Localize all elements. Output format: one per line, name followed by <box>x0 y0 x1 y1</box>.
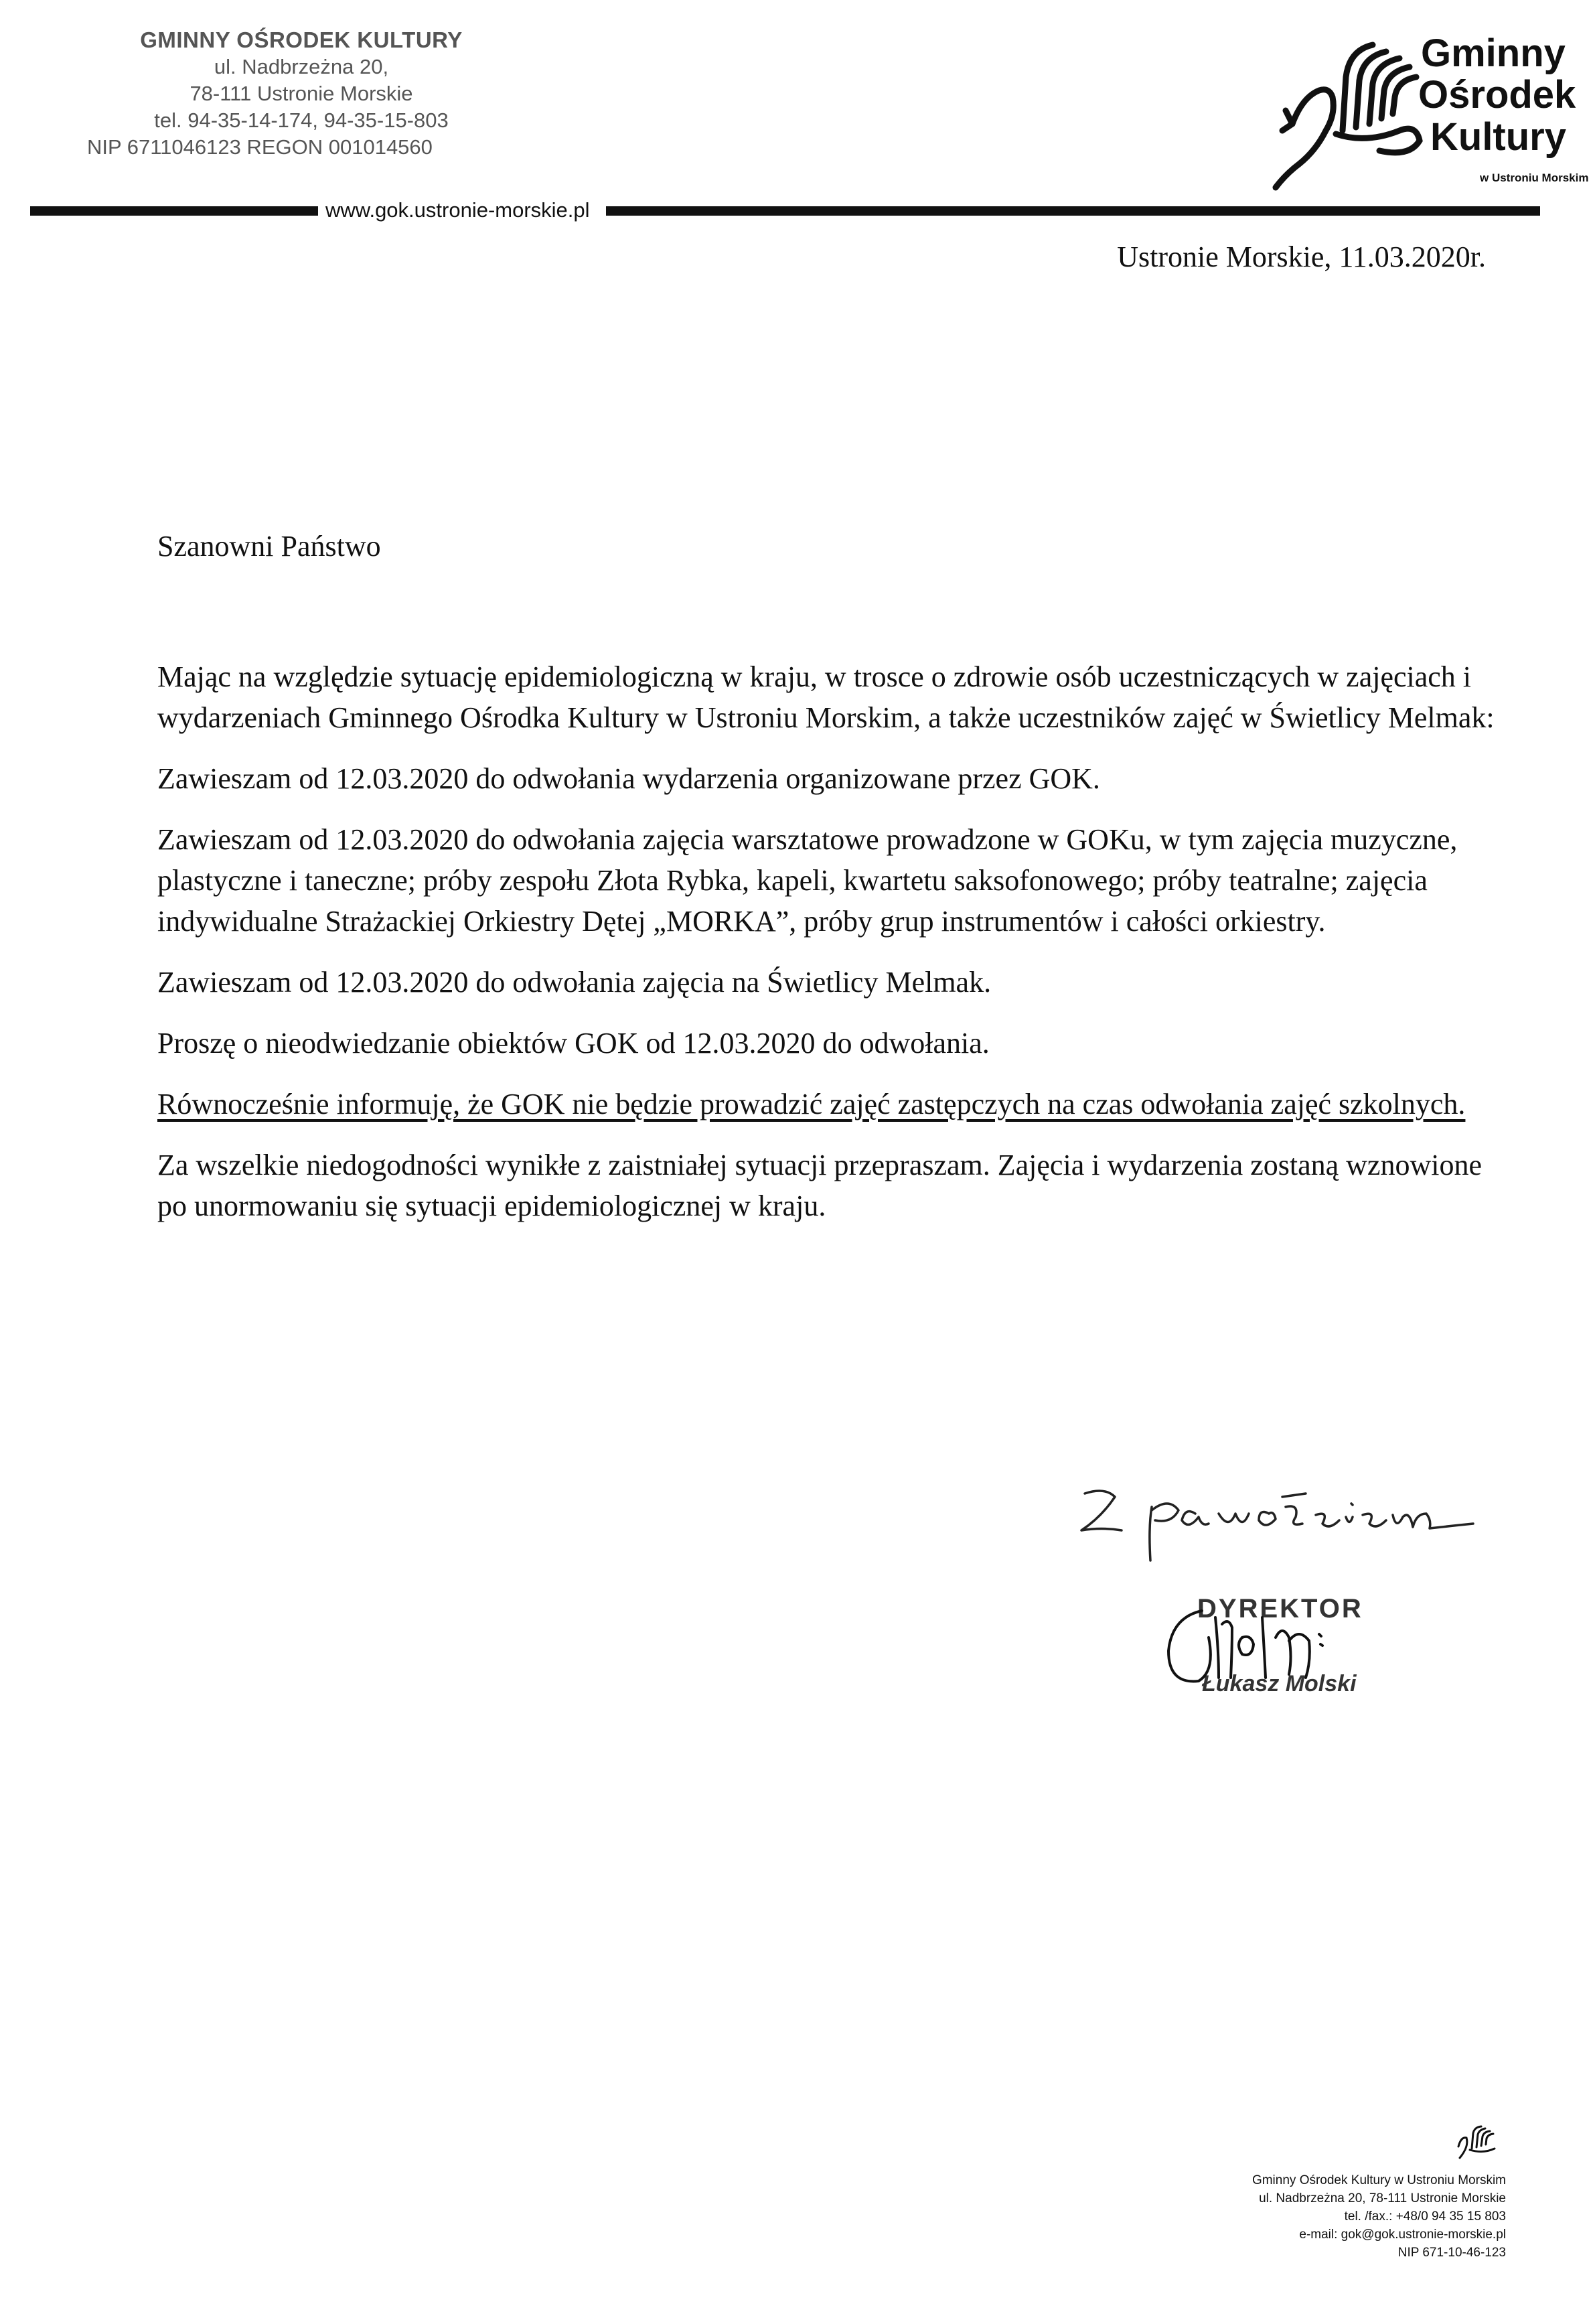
stamp-org-name: GMINNY OŚRODEK KULTURY <box>140 27 463 52</box>
logo-line-2: Ośrodek <box>1418 73 1576 117</box>
institution-stamp <box>87 27 516 161</box>
stamp-phone: tel. 94-35-14-174, 94-35-15-803 <box>154 108 449 132</box>
paragraph-no-visits: Proszę o nieodwiedzanie obiektów GOK od 12.03.2020 do odwołania. <box>157 1027 990 1060</box>
paragraph-apology: Za wszelkie niedogodności wynikłe z zaistniałej sytuacji przepraszam. Zajęcia i wydarzenia zostaną wznowione po unormowaniu się sytuacji epidemiologicznej w kraju. <box>157 1149 1482 1222</box>
stamp-street: ul. Nadbrzeżna 20, <box>214 55 389 78</box>
website-link[interactable]: www.gok.ustronie-morskie.pl <box>325 198 590 222</box>
footer-contact <box>1252 2171 1506 2262</box>
footer-address: ul. Nadbrzeżna 20, 78-111 Ustronie Morskie <box>1259 2191 1506 2205</box>
letter-body <box>157 656 1497 1246</box>
director-title: DYREKTOR <box>1197 1594 1363 1623</box>
stamp-nip-regon: NIP 6711046123 REGON 001014560 <box>87 135 433 159</box>
stamp-city: 78-111 Ustronie Morskie <box>189 82 413 105</box>
footer-nip: NIP 671-10-46-123 <box>1397 2246 1506 2260</box>
footer-lyre-icon <box>1453 2123 1500 2163</box>
director-name: Łukasz Molski <box>1202 1671 1357 1696</box>
paragraph-intro: Mając na względzie sytuację epidemiologiczną w kraju, w trosce o zdrowie osób uczestniczących w zajęciach i wydarzeniach Gminnego Ośrodka Kultury w Ustroniu Morskim, a także uczestników zajęć w Świetlicy Melmak: <box>157 660 1495 734</box>
paragraph-suspend-workshops: Zawieszam od 12.03.2020 do odwołania zajęcia warsztatowe prowadzone w GOKu, w tym zajęcia muzyczne, plastyczne i taneczne; próby zespołu Złota Rybka, kapeli, kwartetu saksofonowego; próby teatralne; zajęcia indywidualne Strażackiej Orkiestry Dętej „MORKA”, próby grup instrumentów i całości orkiestry. <box>157 823 1458 938</box>
footer-org: Gminny Ośrodek Kultury w Ustroniu Morskim <box>1251 2173 1506 2187</box>
gok-logo <box>1272 30 1589 198</box>
paragraph-suspend-events: Zawieszam od 12.03.2020 do odwołania wydarzenia organizowane przez GOK. <box>157 762 1100 795</box>
header-rule-right <box>606 206 1540 216</box>
lyre-logo-icon <box>1272 30 1426 198</box>
paragraph-suspend-melmak: Zawieszam od 12.03.2020 do odwołania zajęcia na Świetlicy Melmak. <box>157 966 992 999</box>
logo-line-3: Kultury <box>1430 115 1566 159</box>
footer-email[interactable]: e-mail: gok@gok.ustronie-morskie.pl <box>1299 2228 1506 2242</box>
greeting: Szanowni Państwo <box>157 530 381 563</box>
footer-phone: tel. /fax.: +48/0 94 35 15 803 <box>1344 2209 1506 2224</box>
director-signature <box>1152 1597 1373 1711</box>
header-rule-left <box>30 206 318 216</box>
logo-line-1: Gminny <box>1421 31 1566 75</box>
logo-line-4: w Ustroniu Morskim <box>1480 171 1589 184</box>
letter-date: Ustronie Morskie, 11.03.2020r. <box>1117 240 1486 273</box>
handwritten-closing-signature <box>1065 1467 1480 1567</box>
paragraph-no-substitute-classes: Równocześnie informuję, że GOK nie będzie prowadzić zajęć zastępczych na czas odwołania zajęć szkolnych. <box>157 1088 1466 1120</box>
